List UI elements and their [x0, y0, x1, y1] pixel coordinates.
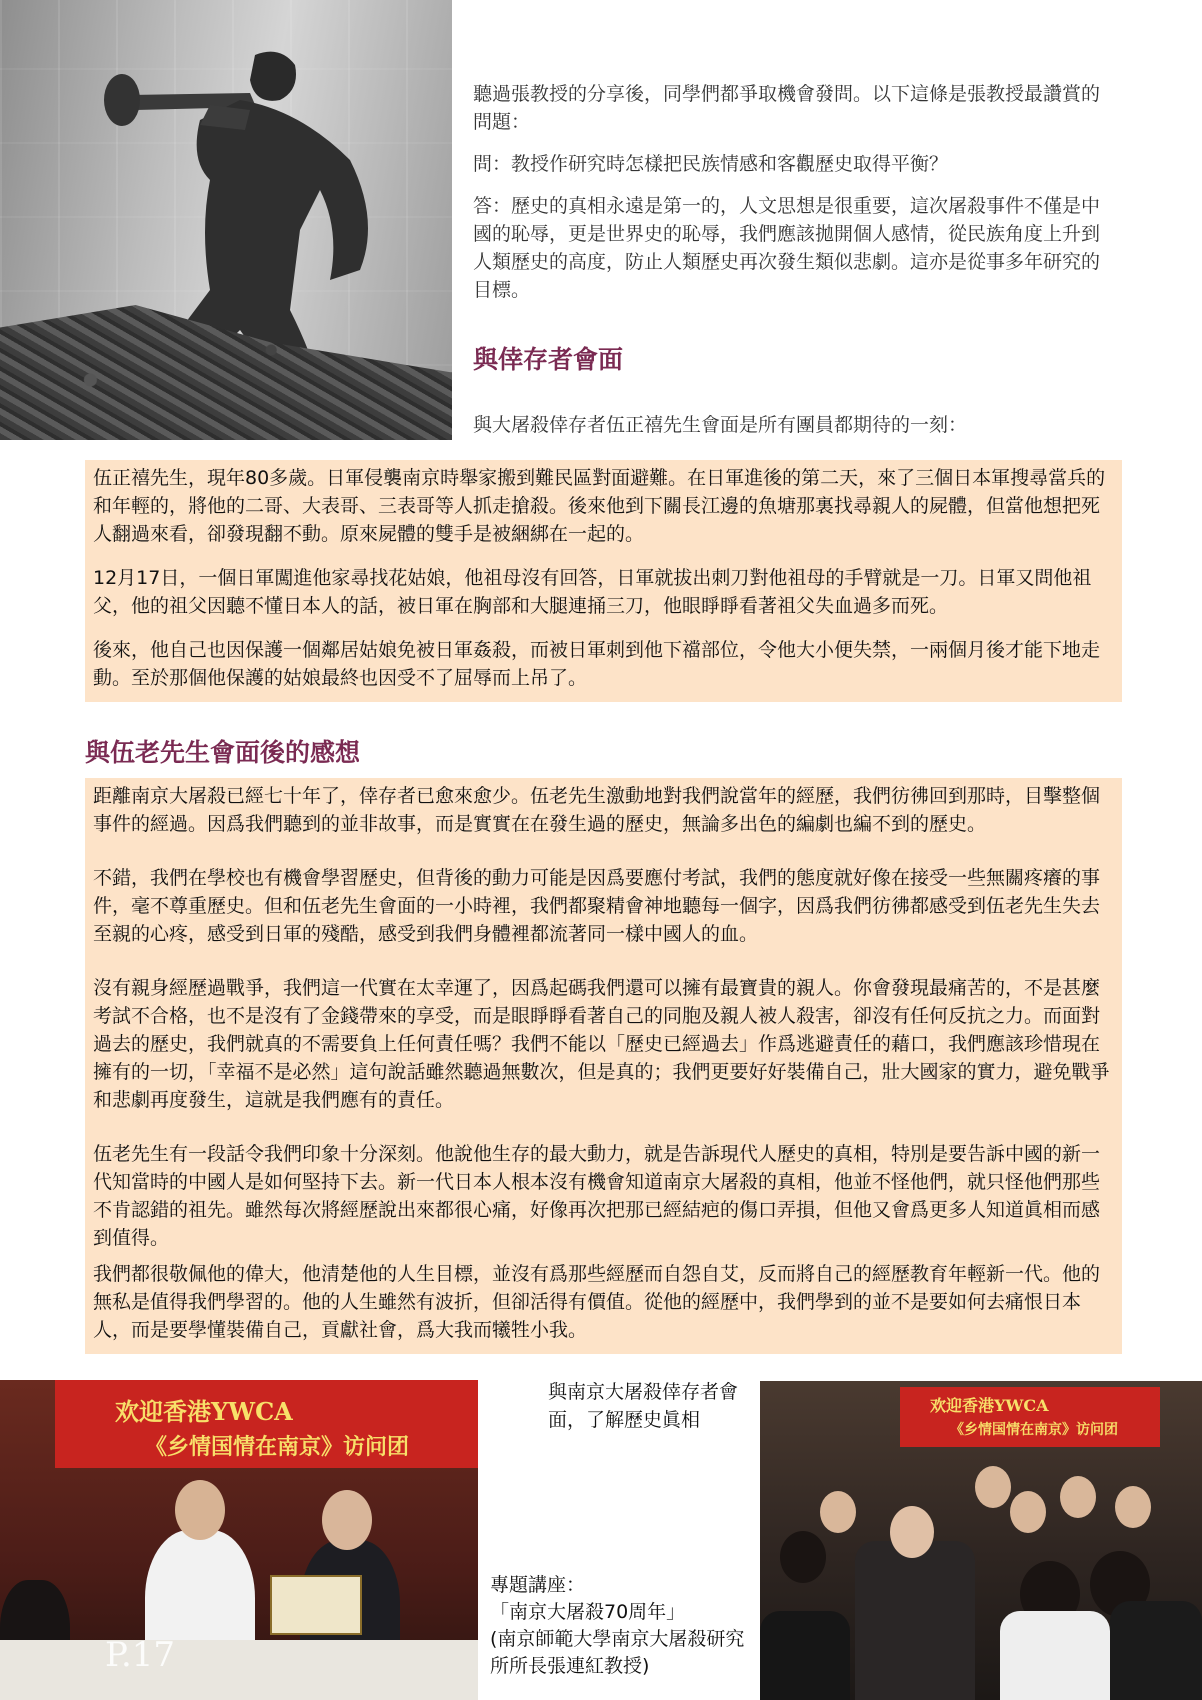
crowd-photo — [760, 1381, 1202, 1700]
story-paragraph: 12月17日，一個日軍闖進他家尋找花姑娘，他祖母沒有回答，日軍就拔出刺刀對他祖母的手臂就是一刀。日軍又問他祖父，他的祖父因聽不懂日本人的話，被日軍在胸部和大腿連捅三刀，他眼睜睜看著祖父失血過多而死。 — [93, 567, 1092, 617]
ceremony-photo — [0, 1380, 478, 1700]
student-face — [820, 1491, 856, 1533]
answer-paragraph: 答：歷史的真相永遠是第一的，人文思想是很重要，這次屠殺事件不僅是中國的恥辱，更是世界史的恥辱，我們應該拋開個人感情，從民族角度上升到人類歷史的高度，防止人類歷史再次發生類似悲劇。這亦是從事多年研究的目標。 — [473, 195, 1101, 301]
welcome-banner-small — [900, 1387, 1160, 1447]
lecture-caption — [490, 1572, 752, 1680]
question-paragraph: 問：教授作研究時怎樣把民族情感和客觀歷史取得平衡？ — [473, 153, 949, 175]
story-paragraph: 後來，他自己也因保護一個鄰居姑娘免被日軍姦殺，而被日軍刺到他下襠部位，令他大小便失禁，一兩個月後才能下地走動。至於那個他保護的姑娘最終也因受不了屈辱而上吊了。 — [93, 639, 1101, 689]
student-shirt — [1110, 1601, 1202, 1700]
statue-photo — [0, 0, 452, 440]
elder-face — [890, 1506, 934, 1558]
award-plaque — [270, 1575, 362, 1635]
page-number: P.17 — [105, 1635, 176, 1675]
reflection-paragraph: 我們都很敬佩他的偉大，他清楚他的人生目標，並沒有爲那些經歷而自怨自艾，反而將自己的經歷教育年輕新一代。他的無私是值得我們學習的。他的人生雖然有波折，但卻活得有價值。從他的經歷中，我們學到的並不是要如何去痛恨日本人，而是要學懂裝備自己，貢獻社會，爲大我而犧牲小我。 — [93, 1263, 1101, 1341]
survivor-intro-line: 與大屠殺倖存者伍正禧先生會面是所有團員都期待的一刻： — [473, 414, 968, 436]
student-face — [1010, 1491, 1046, 1533]
student-face — [1060, 1476, 1096, 1518]
lecture-name: 「南京大屠殺70周年」 — [490, 1601, 686, 1623]
student-shirt — [760, 1611, 850, 1700]
survivor-heading: 與倖存者會面 — [473, 345, 624, 374]
student-face — [1115, 1486, 1151, 1528]
intro-text — [473, 80, 1103, 318]
reflection-paragraph: 不錯，我們在學校也有機會學習歷史，但背後的動力可能是因爲要應付考試，我們的態度就好像在接受一些無關疼癢的事件，毫不尊重歷史。但和伍老先生會面的一小時裡，我們都聚精會神地聽每一個字，因爲我們彷彿都感受到伍老先生失去至親的心疼，感受到日軍的殘酷，感受到我們身體裡都流著同一樣中國人的血。 — [93, 867, 1101, 945]
student-shirt — [1000, 1611, 1110, 1700]
elder-survivor — [855, 1541, 975, 1700]
reflection-paragraph: 伍老先生有一段話令我們印象十分深刻。他說他生存的最大動力，就是告訴現代人歷史的真相，特別是要告訴中國的新一代知當時的中國人是如何堅持下去。新一代日本人根本沒有機會知道南京大屠殺的真相，他並不怪他們，就只怪他們那些不肯認錯的祖先。雖然每次將經歷說出來都很心痛，好像再次把那已經結疤的傷口弄損，但他又會爲更多人知道眞相而感到值得。 — [93, 1143, 1101, 1249]
intro-paragraph: 聽過張教授的分享後，同學們都爭取機會發問。以下這條是張教授最讚賞的問題： — [473, 83, 1101, 133]
table-cloth — [0, 1640, 478, 1700]
survivor-photo-caption: 與南京大屠殺倖存者會面，了解歷史眞相 — [548, 1381, 739, 1431]
presenter-left-head — [175, 1480, 225, 1540]
lecture-speaker: (南京師範大學南京大屠殺研究所所長張連紅教授) — [490, 1628, 745, 1677]
presenter-right-head — [322, 1490, 372, 1550]
banner-line-2: 《乡情国情在南京》访问团 — [145, 1434, 410, 1460]
survivor-story-box — [85, 460, 1122, 702]
reflection-heading: 與伍老先生會面後的感想 — [85, 738, 361, 767]
story-paragraph: 伍正禧先生，現年80多歲。日軍侵襲南京時舉家搬到難民區對面避難。在日軍進後的第二天，來了三個日本軍搜尋當兵的和年輕的，將他的二哥、大表哥、三表哥等人抓走搶殺。後來他到下關長江邊的魚塘那裏找尋親人的屍體，但當他想把死人翻過來看，卻發現翻不動。原來屍體的雙手是被綑綁在一起的。 — [93, 467, 1106, 545]
banner-line-2: 《乡情国情在南京》访问团 — [950, 1422, 1118, 1438]
reflection-paragraph: 距離南京大屠殺已經七十年了，倖存者已愈來愈少。伍老先生激動地對我們說當年的經歷，我們彷彿回到那時，目擊整個事件的經過。因爲我們聽到的並非故事，而是實實在在發生過的歷史，無論多出色的編劇也編不到的歷史。 — [93, 785, 1101, 835]
welcome-banner — [55, 1380, 478, 1468]
reflection-box — [85, 778, 1122, 1354]
student-head — [780, 1531, 826, 1583]
reflection-paragraph: 沒有親身經歷過戰爭，我們這一代實在太幸運了，因爲起碼我們還可以擁有最寶貴的親人。你會發現最痛苦的，不是甚麼考試不合格，也不是沒有了金錢帶來的享受，而是眼睜睜看著自己的同胞及親人被人殺害，卻沒有任何反抗之力。而面對過去的歷史，我們就真的不需要負上任何責任嗎？我們不能以「歷史已經過去」作爲逃避責任的藉口，我們應該珍惜現在擁有的一切，「幸福不是必然」這句說話雖然聽過無數次，但是真的；我們更要好好裝備自己，壯大國家的實力，避免戰爭和悲劇再度發生，這就是我們應有的責任。 — [93, 977, 1110, 1111]
banner-line-1: 欢迎香港YWCA — [930, 1396, 1049, 1415]
student-face — [975, 1466, 1011, 1508]
lecture-title: 專題講座： — [490, 1574, 586, 1596]
banner-line-1: 欢迎香港YWCA — [115, 1397, 293, 1426]
